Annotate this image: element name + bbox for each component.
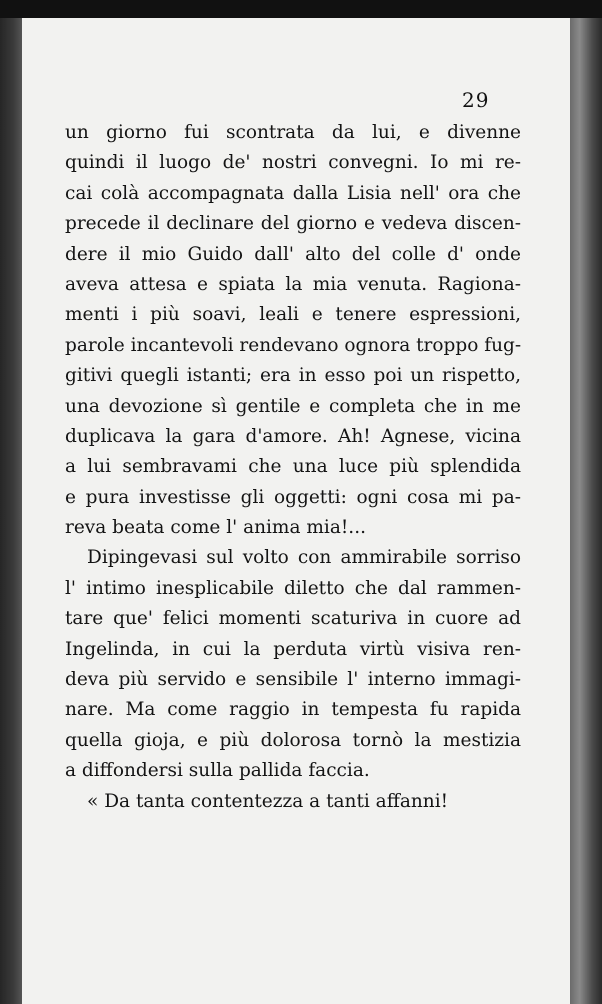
text-line: gitivi quegli istanti; era in esso poi un rispetto, xyxy=(65,365,521,387)
book-gutter xyxy=(0,18,22,1004)
text-line: a lui sembravami che una luce più splendida xyxy=(65,456,521,478)
text-line: cai colà accompagnata dalla Lisia nell' ora che xyxy=(65,182,521,204)
text-line: reva beata come l' anima mia!... xyxy=(65,517,366,539)
text-line: e pura investisse gli oggetti: ogni cosa mi pa- xyxy=(65,486,521,508)
text-line: quindi il luogo de' nostri convegni. Io mi re- xyxy=(65,152,521,174)
text-line: nare. Ma come raggio in tempesta fu rapida xyxy=(65,699,521,721)
text-line: parole incantevoli rendevano ognora troppo fug- xyxy=(65,334,522,356)
text-line: l' intimo inesplicabile diletto che dal rammen- xyxy=(65,577,521,599)
text-line: menti i più soavi, leali e tenere espressioni, xyxy=(65,304,521,326)
text-line: deva più servido e sensibile l' interno immagi- xyxy=(65,669,521,691)
text-line: una devozione sì gentile e completa che in me xyxy=(65,395,521,417)
text-line: quella gioja, e più dolorosa tornò la mestizia xyxy=(65,729,521,751)
book-page xyxy=(22,18,570,1004)
page-number: 29 xyxy=(462,88,490,112)
text-line: Ingelinda, in cui la perduta virtù visiva ren- xyxy=(65,638,521,660)
body-text xyxy=(65,118,521,817)
text-line: duplicava la gara d'amore. Ah! Agnese, vicina xyxy=(65,425,521,447)
scan-top-edge xyxy=(0,0,602,18)
text-line: aveva attesa e spiata la mia venuta. Ragiona- xyxy=(65,273,521,295)
book-fore-edge xyxy=(570,18,602,1004)
text-line: un giorno fui scontrata da lui, e divenne xyxy=(65,122,521,143)
text-line: a diffondersi sulla pallida faccia. xyxy=(65,760,370,782)
text-line: dere il mio Guido dall' alto del colle d' onde xyxy=(65,243,521,265)
text-line: precede il declinare del giorno e vedeva discen- xyxy=(65,213,521,235)
text-line: tare que' felici momenti scaturiva in cuore ad xyxy=(65,608,521,630)
text-line: « Da tanta contentezza a tanti affanni! xyxy=(87,790,449,812)
text-line: Dipingevasi sul volto con ammirabile sorriso xyxy=(87,547,521,569)
